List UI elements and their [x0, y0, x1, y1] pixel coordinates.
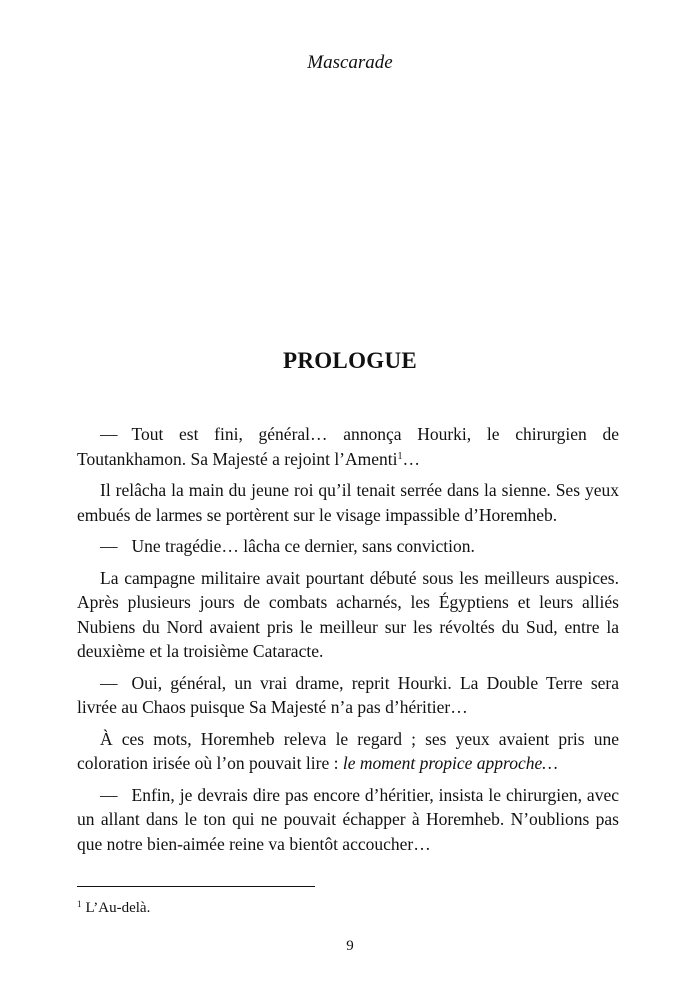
footnote-text: L’Au-delà. [85, 900, 151, 916]
dialogue-dash: — [100, 536, 118, 556]
paragraph-5 [77, 671, 619, 720]
dialogue-dash: — [100, 424, 118, 444]
footnote-number: 1 [77, 899, 82, 909]
paragraph-3-text: Une tragédie… lâcha ce dernier, sans conviction. [131, 536, 475, 556]
dialogue-dash: — [100, 784, 118, 805]
paragraph-6 [77, 727, 619, 776]
body-text [77, 422, 619, 863]
footnote-reference[interactable]: 1 [397, 450, 403, 462]
paragraph-6-text: À ces mots, Horemheb releva le regard ; ses yeux avaient pris une coloration irisée où l’on pouvait lire : [77, 728, 619, 773]
dialogue-dash: — [100, 672, 118, 693]
footnote [77, 900, 150, 917]
page-number: 9 [346, 938, 354, 954]
paragraph-4: La campagne militaire avait pourtant débuté sous les meilleurs auspices. Après plusieurs jours de combats acharnés, les Égyptiens et leurs alliés Nubiens du Nord avaient pris le meilleur sur les révoltés du Sud, entre la deuxième et la troisième Cataracte. [77, 567, 619, 661]
paragraph-7-text: Enfin, je devrais dire pas encore d’héritier, insista le chirurgien, avec un allant dans le ton qui ne pouvait échapper à Horemheb. N’oublions pas que notre bien-aimée reine va bientôt accoucher… [77, 784, 619, 854]
paragraph-1-text: Tout est fini, général… annonça Hourki, le chirurgien de Toutankhamon. Sa Majesté a rejoint l’Amenti [77, 424, 619, 469]
footnote-divider [77, 886, 315, 887]
running-header: Mascarade [307, 52, 393, 73]
chapter-title: PROLOGUE [282, 348, 418, 373]
paragraph-7 [77, 783, 619, 857]
paragraph-5-text: Oui, général, un vrai drame, reprit Hourki. La Double Terre sera livrée au Chaos puisque Sa Majesté n’a pas d’héritier… [77, 672, 619, 717]
paragraph-2: Il relâcha la main du jeune roi qu’il tenait serrée dans la sienne. Ses yeux embués de larmes se portèrent sur le visage impassible d’Horemheb. [77, 480, 619, 525]
paragraph-1-tail: … [402, 448, 421, 469]
paragraph-3 [77, 534, 619, 559]
paragraph-1 [77, 422, 619, 471]
paragraph-6-italic: le moment propice approche… [342, 753, 558, 773]
